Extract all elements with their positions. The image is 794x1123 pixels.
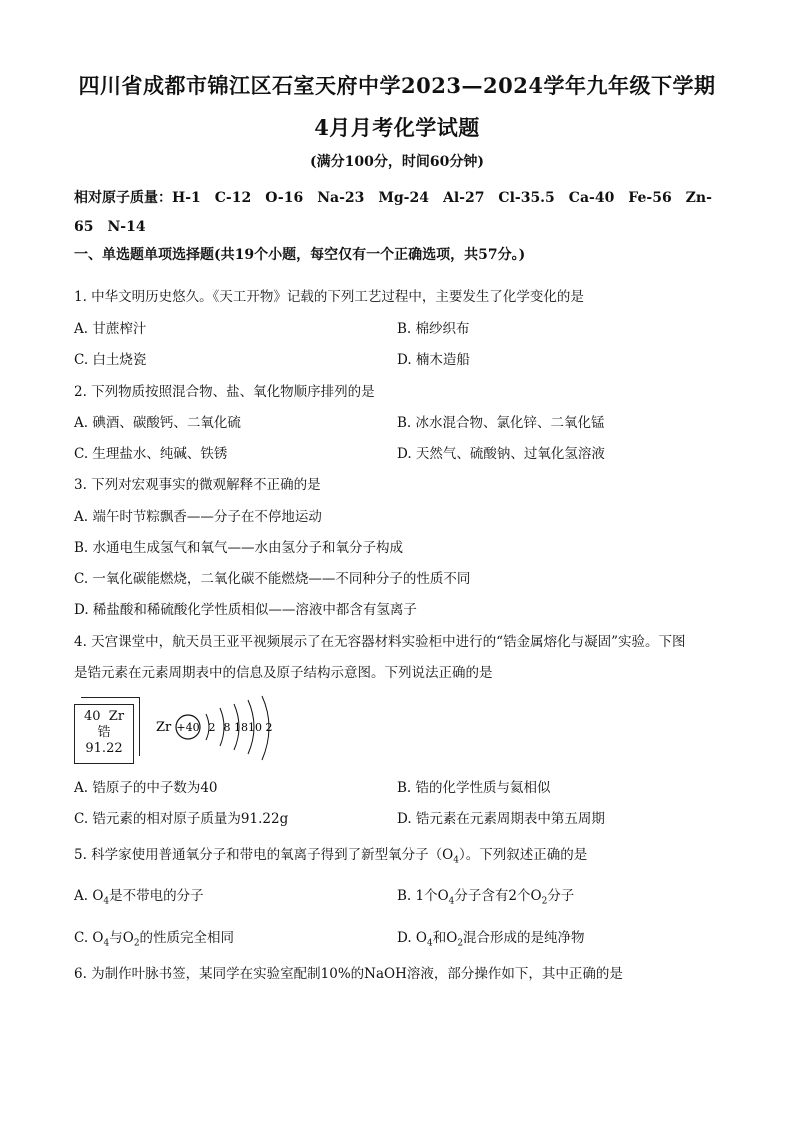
q5c-mid: 与O	[109, 930, 134, 946]
q5c-subscript-1: 4	[103, 938, 110, 949]
question-5-option-a	[74, 884, 204, 907]
shell-electrons-3: 18	[234, 721, 248, 734]
question-4-stem-continued: 是锆元素在元素周期表中的信息及原子结构示意图。下列说法正确的是	[74, 665, 493, 681]
question-3-option-d: D. 稀盐酸和稀硫酸化学性质相似——溶液中都含有氢离子	[74, 602, 417, 618]
question-4-stem: 4. 天宫课堂中，航天员王亚平视频展示了在无容器材料实验柜中进行的“锆金属熔化与凝固”实验。下图	[74, 634, 686, 650]
shell-electrons-5: 2	[265, 721, 273, 734]
question-2-stem: 2. 下列物质按照混合物、盐、氧化物顺序排列的是	[74, 384, 375, 400]
section-heading: 一、单选题单项选择题(共19个小题，每空仅有一个正确选项，共57分。)	[74, 247, 526, 263]
q5d-text: D. O	[397, 930, 427, 946]
cell-content	[75, 709, 133, 757]
exam-title-line2: 4月月考化学试题	[314, 115, 480, 140]
question-5-stem	[74, 843, 587, 866]
question-1-stem: 1. 中华文明历史悠久。《天工开物》记载的下列工艺过程中，主要发生了化学变化的是	[74, 289, 584, 305]
q5b-subscript-2: 2	[541, 896, 548, 907]
q5c-text: C. O	[74, 930, 104, 946]
exam-title-line1: 四川省成都市锦江区石室天府中学2023—2024学年九年级下学期	[78, 73, 716, 98]
q5-stem-text: 5. 科学家使用普通氧分子和带电的氧离子得到了新型氧分子（O	[74, 847, 454, 863]
q5a-tail: 是不带电的分子	[109, 888, 204, 904]
q5c-tail: 的性质完全相同	[139, 930, 235, 946]
element-symbol: Zr	[108, 709, 125, 724]
question-1-option-a: A. 甘蔗榨汁	[74, 321, 147, 337]
q5d-subscript-1: 4	[427, 938, 433, 949]
element-name: 锆	[97, 725, 111, 740]
question-5-option-d	[397, 926, 585, 949]
question-2-option-c: C. 生理盐水、纯碱、铁锈	[74, 446, 228, 462]
q5d-subscript-2: 2	[457, 938, 464, 949]
q5b-text: B. 1个O	[397, 888, 449, 904]
question-5-option-c	[74, 926, 234, 949]
question-2-option-b: B. 冰水混合物、氯化锌、二氧化锰	[397, 415, 605, 431]
q5a-subscript: 4	[103, 896, 110, 907]
diagram-symbol: Zr	[156, 720, 172, 735]
question-1-option-c: C. 白土烧瓷	[74, 352, 147, 368]
q5c-subscript-2: 2	[133, 938, 140, 949]
question-4-option-c: C. 锆元素的相对原子质量为91.22g	[74, 811, 289, 827]
shell-electrons-1: 2	[208, 721, 216, 734]
atomic-number: 40	[83, 709, 101, 724]
relative-atomic-mass: 91.22	[85, 741, 123, 756]
question-3-stem: 3. 下列对宏观事实的微观解释不正确的是	[74, 477, 321, 493]
question-2-option-d: D. 天然气、硫酸钠、过氧化氢溶液	[397, 446, 605, 462]
exam-subtitle: (满分100分，时间60分钟)	[310, 154, 484, 170]
atomic-structure-diagram	[150, 694, 280, 764]
question-3-option-a: A. 端午时节粽飘香——分子在不停地运动	[74, 509, 322, 525]
question-2-option-a: A. 碘酒、碳酸钙、二氧化硫	[74, 415, 241, 431]
q5b-subscript-1: 4	[448, 896, 455, 907]
question-4-option-d: D. 锆元素在元素周期表中第五周期	[397, 811, 605, 827]
atomic-mass-list: 相对原子质量：H-1 C-12 O-16 Na-23 Mg-24 Al-27 Cl-35.5 Ca-40 Fe-56 Zn-65 N-14	[74, 190, 712, 235]
q5d-mid: 和O	[432, 930, 458, 946]
q5b-mid: 分子含有2个O	[454, 888, 542, 904]
q5d-tail: 混合形成的是纯净物	[463, 930, 585, 946]
question-1-option-d: D. 楠木造船	[397, 352, 470, 368]
q5b-tail: 分子	[547, 888, 575, 904]
question-1-option-b: B. 棉纱织布	[397, 321, 470, 337]
q5-stem-tail: ）。下列叙述正确的是	[458, 847, 588, 863]
nucleus-charge: +40	[176, 721, 200, 734]
question-3-option-b: B. 水通电生成氢气和氧气——水由氢分子和氧分子构成	[74, 540, 404, 556]
shell-electrons-2: 8	[223, 721, 231, 734]
periodic-table-cell	[74, 704, 134, 764]
question-4-option-b: B. 锆的化学性质与氦相似	[397, 780, 551, 796]
question-5-option-b	[397, 884, 574, 907]
question-3-option-c: C. 一氧化碳能燃烧，二氧化碳不能燃烧——不同种分子的性质不同	[74, 571, 471, 587]
q5-stem-subscript: 4	[453, 855, 459, 866]
question-6-stem: 6. 为制作叶脉书签，某同学在实验室配制10%的NaOH溶液，部分操作如下，其中正确的是	[74, 966, 623, 982]
q5a-text: A. O	[74, 888, 104, 904]
question-4-option-a: A. 锆原子的中子数为40	[74, 780, 218, 796]
shell-electrons-4: 10	[248, 721, 262, 734]
